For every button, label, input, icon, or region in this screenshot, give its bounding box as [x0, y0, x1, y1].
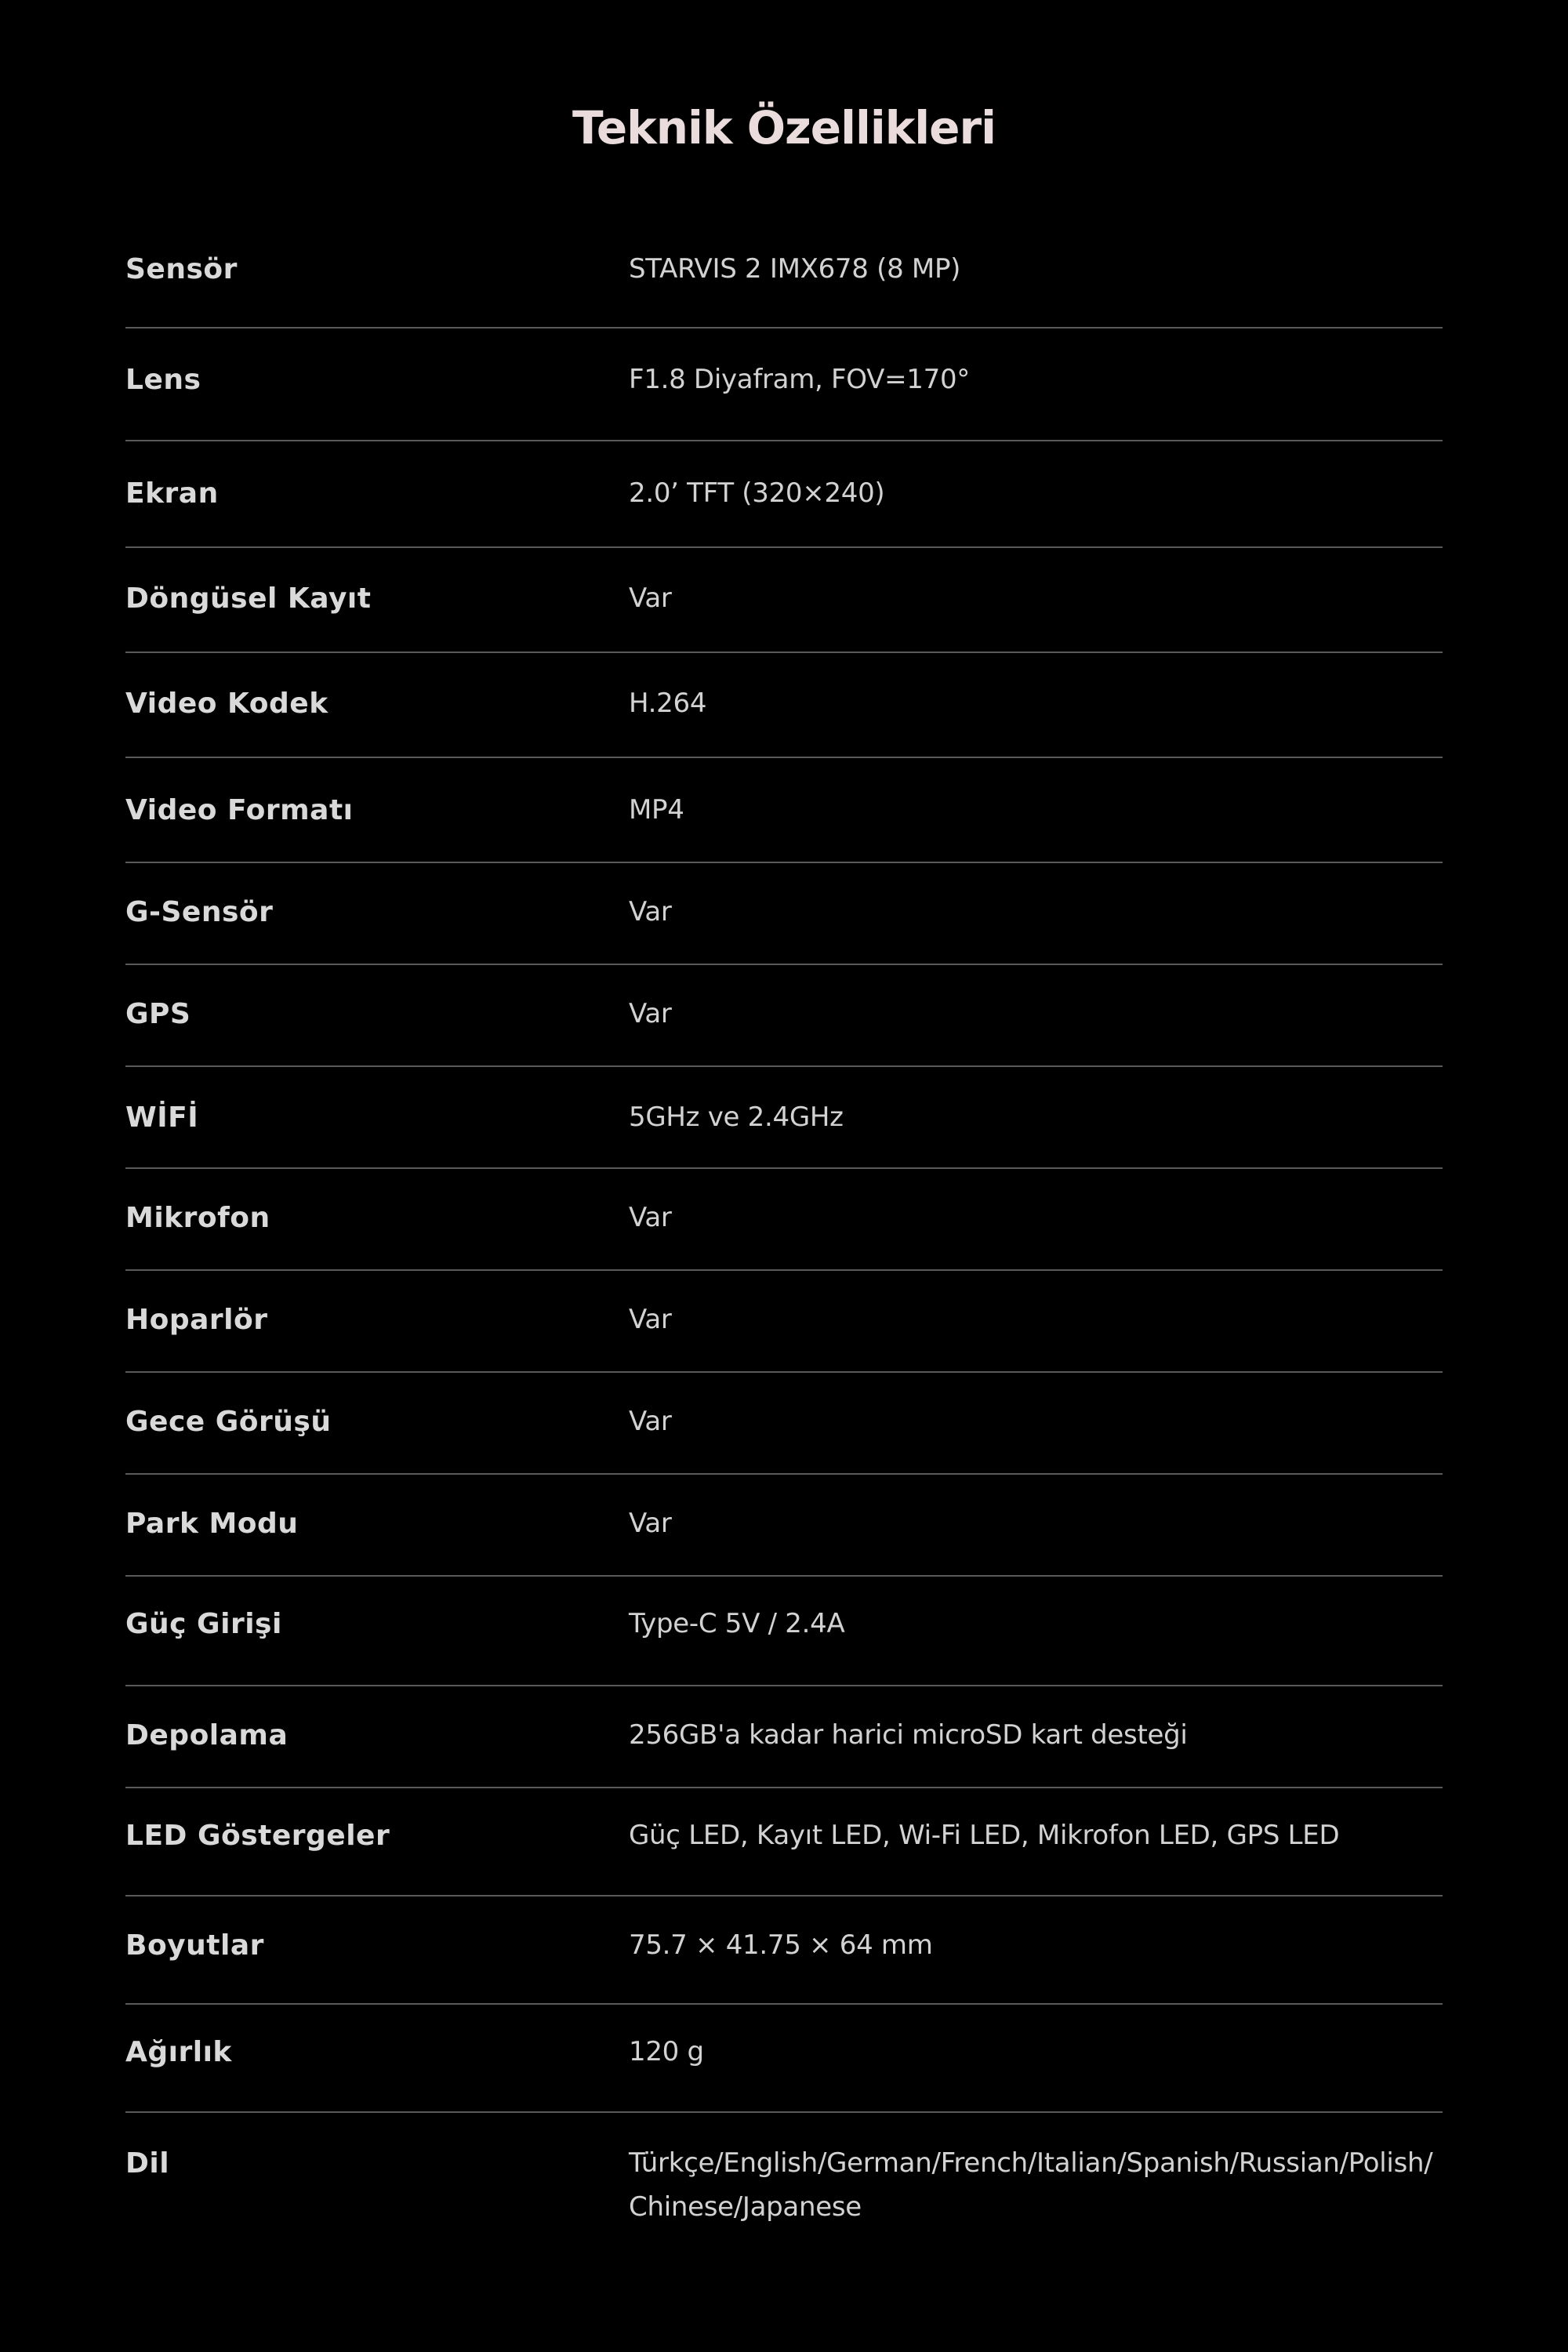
- spec-label: Gece Görüşü: [125, 1406, 332, 1438]
- spec-row: [125, 548, 1443, 653]
- spec-value: 120 g: [629, 2036, 704, 2067]
- spec-label: Ekran: [125, 477, 219, 510]
- spec-row: [125, 441, 1443, 548]
- spec-value: Var: [629, 1508, 672, 1539]
- spec-label: Ağırlık: [125, 2036, 232, 2068]
- spec-label: Video Kodek: [125, 688, 328, 720]
- page-title: Teknik Özellikleri: [572, 101, 996, 154]
- spec-label: Park Modu: [125, 1508, 299, 1540]
- spec-value: Türkçe/English/German/French/Italian/Spanish/Russian/Polish/ Chinese/Japanese: [629, 2147, 1433, 2223]
- spec-row: [125, 1067, 1443, 1169]
- spec-label: Döngüsel Kayıt: [125, 583, 372, 615]
- spec-value: Type-C 5V / 2.4A: [629, 1608, 845, 1639]
- spec-value: 2.0’ TFT (320×240): [629, 477, 885, 509]
- spec-value: MP4: [629, 794, 684, 826]
- spec-value: STARVIS 2 IMX678 (8 MP): [629, 253, 961, 285]
- spec-table: [125, 216, 1443, 2238]
- spec-value: Var: [629, 1202, 672, 1233]
- spec-label: Lens: [125, 364, 201, 396]
- spec-label: LED Göstergeler: [125, 1820, 390, 1852]
- spec-label: Boyutlar: [125, 1929, 264, 1962]
- spec-value: Var: [629, 1304, 672, 1335]
- spec-row: [125, 1788, 1443, 1896]
- spec-row: [125, 1475, 1443, 1577]
- spec-value: Güç LED, Kayıt LED, Wi-Fi LED, Mikrofon LED, GPS LED: [629, 1820, 1340, 1851]
- spec-label: Güç Girişi: [125, 1608, 282, 1640]
- spec-row: [125, 328, 1443, 441]
- spec-label: Mikrofon: [125, 1202, 270, 1234]
- spec-row: [125, 1577, 1443, 1686]
- spec-value: Var: [629, 998, 672, 1029]
- spec-row: [125, 1271, 1443, 1373]
- spec-value: 5GHz ve 2.4GHz: [629, 1102, 844, 1133]
- spec-row: [125, 863, 1443, 965]
- spec-label: WİFİ: [125, 1102, 199, 1134]
- spec-row: [125, 2113, 1443, 2238]
- spec-row: [125, 965, 1443, 1067]
- spec-row: [125, 1373, 1443, 1475]
- spec-value: 256GB'a kadar harici microSD kart desteği: [629, 1719, 1188, 1751]
- spec-label: Depolama: [125, 1719, 289, 1751]
- spec-label: Hoparlör: [125, 1304, 268, 1336]
- spec-label: GPS: [125, 998, 191, 1030]
- spec-value: 75.7 × 41.75 × 64 mm: [629, 1929, 933, 1961]
- spec-value: Var: [629, 896, 672, 927]
- spec-row: [125, 216, 1443, 328]
- spec-label: Sensör: [125, 253, 238, 285]
- spec-row: [125, 1169, 1443, 1271]
- spec-value: Var: [629, 583, 672, 614]
- spec-label: Video Formatı: [125, 794, 354, 826]
- spec-row: [125, 758, 1443, 863]
- spec-label: Dil: [125, 2147, 170, 2180]
- spec-row: [125, 1896, 1443, 2005]
- spec-value: H.264: [629, 688, 707, 719]
- spec-row: [125, 2005, 1443, 2113]
- spec-label: G-Sensör: [125, 896, 274, 928]
- spec-value: Var: [629, 1406, 672, 1437]
- spec-row: [125, 653, 1443, 758]
- spec-row: [125, 1686, 1443, 1788]
- spec-value: F1.8 Diyafram, FOV=170°: [629, 364, 971, 395]
